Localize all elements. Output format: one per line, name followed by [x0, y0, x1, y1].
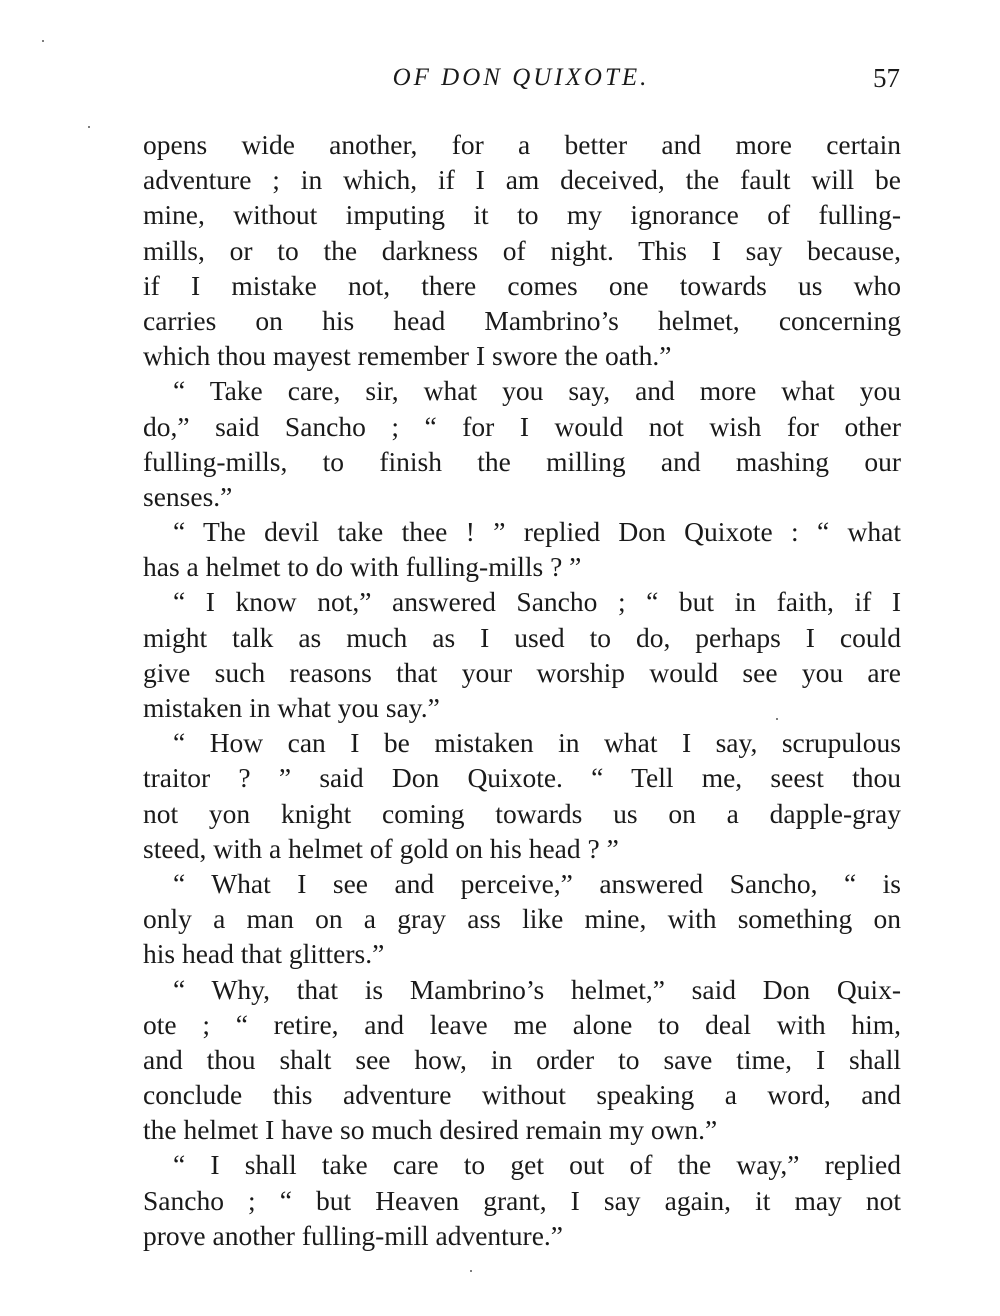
print-speck	[776, 718, 778, 720]
text-line: conclude this adventure without speaking a word, and	[143, 1079, 901, 1111]
text-line: prove another fulling-mill adventure.”	[143, 1219, 563, 1251]
text-line: give such reasons that your worship would see you are	[143, 656, 901, 688]
text-line: “ Take care, sir, what you say, and more what you	[173, 375, 901, 407]
running-title: OF DON QUIXOTE.	[392, 64, 650, 91]
print-speck	[88, 126, 90, 128]
text-line: opens wide another, for a better and more certain	[143, 129, 901, 160]
print-speck	[42, 40, 44, 42]
text-line: “ The devil take thee ! ” replied Don Quixote : “ what	[173, 516, 901, 548]
text-line: adventure ; in which, if I am deceived, the fault will be	[143, 164, 901, 196]
text-line: only a man on a gray ass like mine, with something on	[143, 903, 901, 935]
text-line: the helmet I have so much desired remain my own.”	[143, 1114, 718, 1146]
page-header	[140, 60, 902, 100]
text-line: mine, without imputing it to my ignorance of fulling-	[143, 199, 901, 231]
text-line: has a helmet to do with fulling-mills ? ”	[143, 551, 582, 583]
text-line: carries on his head Mambrino’s helmet, concerning	[143, 304, 901, 336]
text-line: which thou mayest remember I swore the oath.”	[143, 340, 672, 372]
text-line: “ Why, that is Mambrino’s helmet,” said Don Quix-	[173, 973, 901, 1005]
text-line: and thou shalt see how, in order to save time, I shall	[143, 1043, 901, 1075]
text-line: not yon knight coming towards us on a dapple-gray	[143, 797, 901, 829]
page-number: 57	[873, 63, 900, 93]
text-line: if I mistake not, there comes one towards us who	[143, 269, 901, 301]
text-line: do,” said Sancho ; “ for I would not wish for other	[143, 410, 901, 442]
text-line: his head that glitters.”	[143, 938, 385, 970]
text-line: mistaken in what you say.”	[143, 692, 440, 723]
text-line: “ What I see and perceive,” answered Sancho, “ is	[173, 867, 901, 899]
body-text	[143, 127, 901, 1253]
text-line: “ How can I be mistaken in what I say, scrupulous	[173, 727, 901, 759]
text-line: “ I know not,” answered Sancho ; “ but in faith, if I	[173, 586, 901, 618]
text-line: traitor ? ” said Don Quixote. “ Tell me, seest thou	[143, 762, 901, 794]
print-speck	[470, 1270, 472, 1272]
text-line: might talk as much as I used to do, perhaps I could	[143, 621, 901, 653]
text-line: ote ; “ retire, and leave me alone to deal with him,	[143, 1008, 901, 1040]
text-line: “ I shall take care to get out of the way,” replied	[173, 1149, 901, 1181]
text-line: steed, with a helmet of gold on his head ? ”	[143, 832, 619, 864]
text-line: fulling-mills, to finish the milling and mashing our	[143, 445, 901, 477]
text-line: Sancho ; “ but Heaven grant, I say again, it may not	[143, 1184, 901, 1216]
text-line: mills, or to the darkness of night. This I say because,	[143, 234, 901, 266]
text-line: senses.”	[143, 480, 233, 512]
